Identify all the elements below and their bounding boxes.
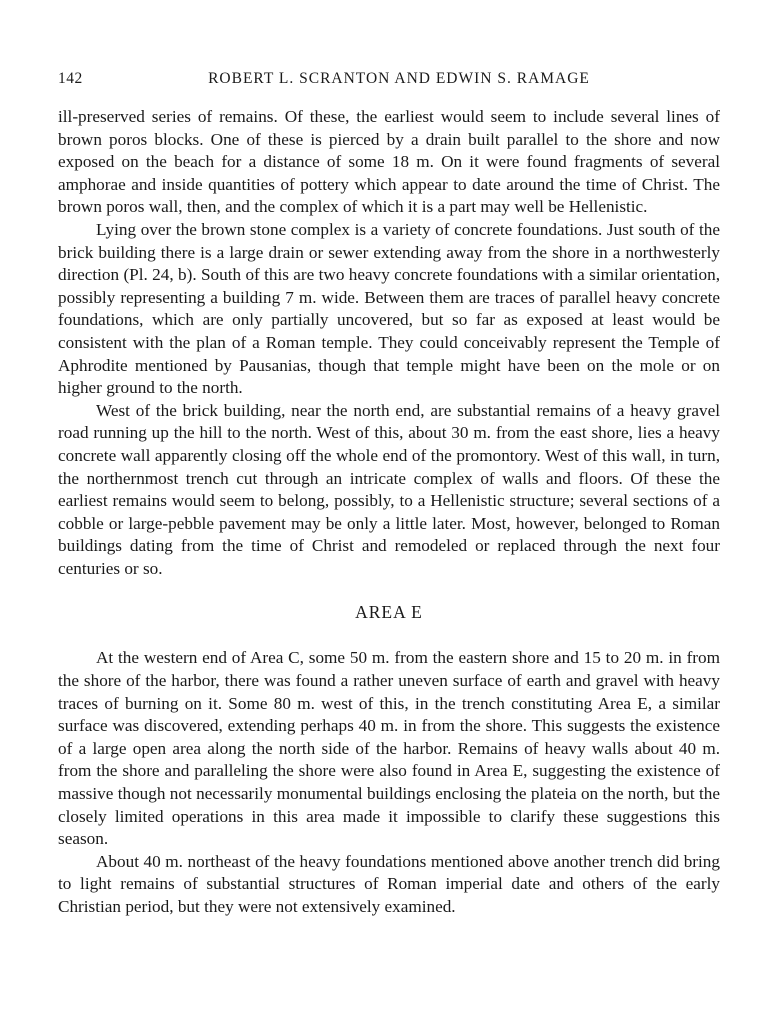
paragraph: About 40 m. northeast of the heavy foundations mentioned above another trench did bring to light remains of substantial structures of Roman imperial date and others of the early Christian period, but they were not extensively examined. [58,851,720,916]
page-number: 142 [58,70,83,87]
running-head [58,70,720,92]
paragraph: ill-preserved series of remains. Of these, the earliest would seem to include several lines of brown poros blocks. One of these is pierced by a drain built parallel to the shore and now exposed on the beach for a distance of some 18 m. On it were found fragments of several amphorae and inside quantities of pottery which appear to date around the time of Christ. The brown poros wall, then, and the complex of which it is a part may well be Hellenistic. [58,107,720,217]
paragraph: Lying over the brown stone complex is a variety of concrete foundations. Just south of the brick building there is a large drain or sewer extending away from the shore in a northwesterly direction (Pl. 24, b). South of this are two heavy concrete foundations with a similar orientation, possibly representing a building 7 m. wide. Between them are traces of parallel heavy concrete foundations, which are only partially uncovered, but so far as exposed at least would be consistent with the plan of a Roman temple. They could conceivably represent the Temple of Aphrodite mentioned by Pausanias, though that temple might have been on the mole or on higher ground to the north. [58,219,720,398]
section-heading: AREA E [355,602,423,623]
running-head-authors: ROBERT L. SCRANTON AND EDWIN S. RAMAGE [208,70,590,87]
paragraph: At the western end of Area C, some 50 m. from the eastern shore and 15 to 20 m. in from the shore of the harbor, there was found a rather uneven surface of earth and gravel with heavy traces of burning on it. Some 80 m. west of this, in the trench constituting Area E, a similar surface was discovered, extending perhaps 40 m. in from the shore. This suggests the existence of a large open area along the north side of the harbor. Remains of heavy walls about 40 m. from the shore and paralleling the shore were also found in Area E, suggesting the existence of massive though not necessarily monumental buildings enclosing the plateia on the north, but the closely limited operations in this area made it impossible to clarify these suggestions this season. [58,648,720,849]
page [58,70,720,919]
paragraph: West of the brick building, near the north end, are substantial remains of a heavy gravel road running up the hill to the north. West of this, about 30 m. from the east shore, lies a heavy concrete wall apparently closing off the whole end of the promontory. West of this wall, in turn, the northernmost trench cut through an intricate complex of walls and floors. Of these the earliest remains would seem to belong, possibly, to a Hellenistic structure; several sections of a cobble or large-pebble pavement may be only a little later. Most, however, belonged to Roman buildings dating from the time of Christ and remodeled or replaced through the next four centuries or so. [58,400,720,578]
